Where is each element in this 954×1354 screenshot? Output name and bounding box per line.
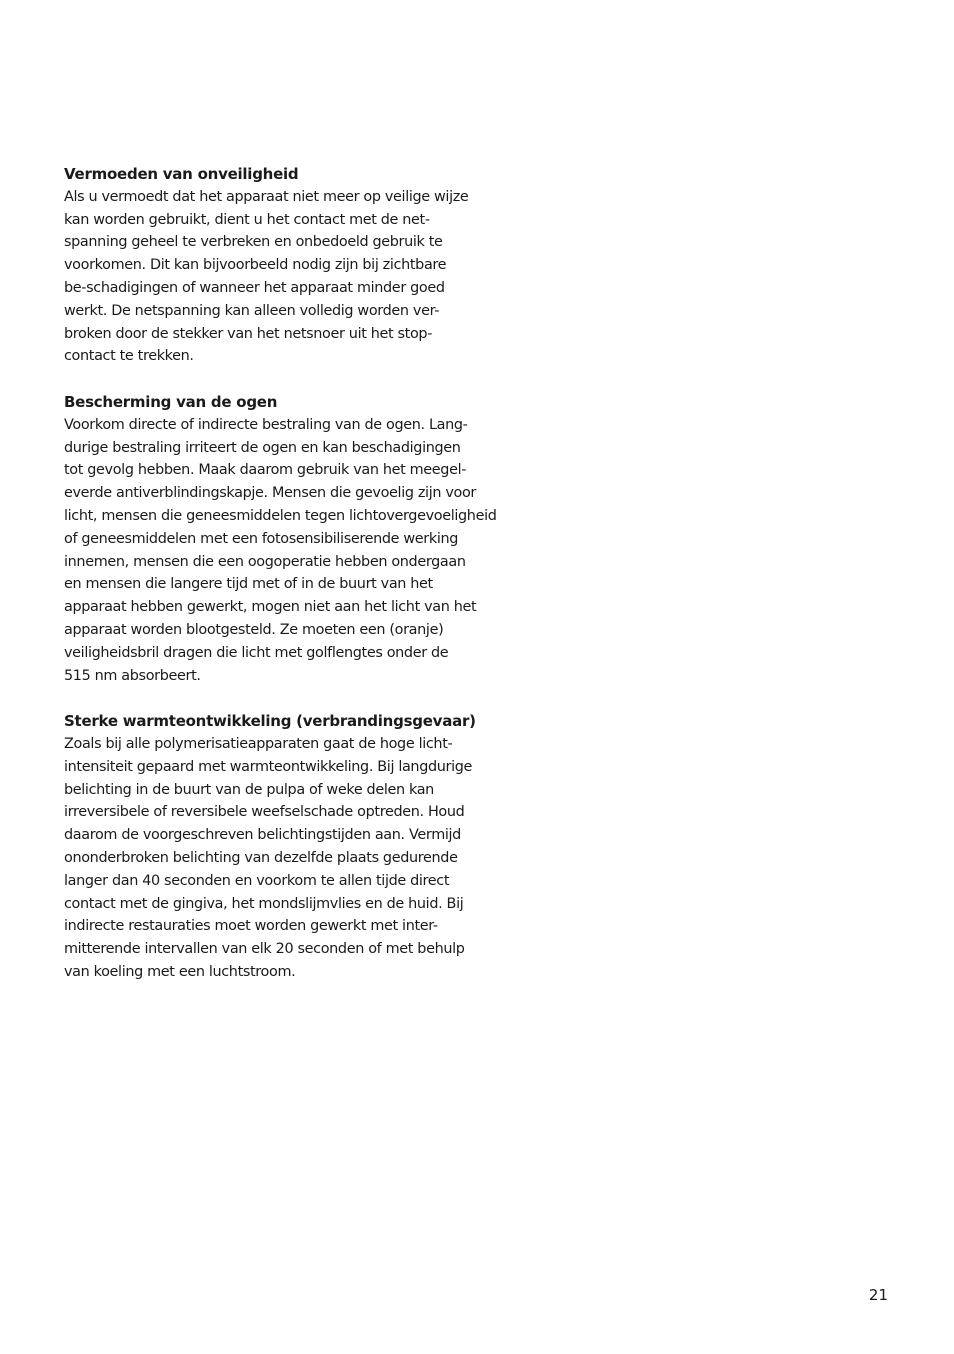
text-line: durige bestraling irriteert de ogen en kan beschadigingen [64,439,461,456]
section-heading: Vermoeden van onveiligheid [64,165,299,183]
text-line: contact te trekken. [64,348,194,365]
text-line: be-schadigingen of wanneer het apparaat minder goed [64,279,445,296]
section-heading: Bescherming van de ogen [64,392,278,411]
text-line: everde antiverblindingskapje. Mensen die gevoelig zijn voor [64,485,476,502]
text-line: contact met de gingiva, het mondslijmvlies en de huid. Bij [64,895,464,912]
text-line: en mensen die langere tijd met of in de buurt van het [64,576,433,593]
page-number: 21 [868,1286,888,1304]
text-line: veiligheidsbril dragen die licht met golflengtes onder de [64,644,449,661]
text-line: licht, mensen die geneesmiddelen tegen lichtovergevoeligheid [64,507,497,524]
text-line: Voorkom directe of indirecte bestraling van de ogen. Lang- [64,416,468,433]
text-line: werkt. De netspanning kan alleen volledig worden ver- [64,302,440,319]
text-line: apparaat worden blootgesteld. Ze moeten een (oranje) [64,621,444,638]
text-line: langer dan 40 seconden en voorkom te allen tijde direct [64,872,450,889]
text-line: Als u vermoedt dat het apparaat niet meer op veilige wijze [64,188,469,205]
text-line: mitterende intervallen van elk 20 seconden of met behulp [64,941,465,958]
text-line: ononderbroken belichting van dezelfde plaats gedurende [64,849,458,866]
text-line: apparaat hebben gewerkt, mogen niet aan het licht van het [64,599,477,616]
text-line: irreversibele of reversibele weefselschade optreden. Houd [64,804,465,821]
section-body [64,733,484,984]
section-heat-warning [64,710,484,984]
text-line: 515 nm absorbeert. [64,667,201,684]
text-line: kan worden gebruikt, dient u het contact met de net- [64,211,430,228]
text-line: daarom de voorgeschreven belichtingstijden aan. Vermijd [64,827,461,844]
text-line: Zoals bij alle polymerisatieapparaten gaat de hoge licht- [64,735,453,752]
text-line: broken door de stekker van het netsnoer uit het stop- [64,325,433,342]
text-line: van koeling met een luchtstroom. [64,963,296,980]
text-line: tot gevolg hebben. Maak daarom gebruik van het meegel- [64,462,467,479]
section-body [64,186,484,368]
content-column [64,163,497,1006]
section-heading: Sterke warmteontwikkeling (verbrandingsgevaar) [64,712,476,731]
text-line: intensiteit gepaard met warmteontwikkeling. Bij langdurige [64,758,473,775]
text-line: spanning geheel te verbreken en onbedoeld gebruik te [64,234,443,251]
section-unsafe-suspicion [64,163,484,368]
text-line: of geneesmiddelen met een fotosensibiliserende werking [64,530,459,547]
text-line: indirecte restauraties moet worden gewerkt met inter- [64,918,438,935]
text-line: belichting in de buurt van de pulpa of weke delen kan [64,781,434,798]
section-body [64,414,497,688]
section-eye-protection [64,391,497,687]
text-line: innemen, mensen die een oogoperatie hebben ondergaan [64,553,466,570]
text-line: voorkomen. Dit kan bijvoorbeeld nodig zijn bij zichtbare [64,257,447,274]
